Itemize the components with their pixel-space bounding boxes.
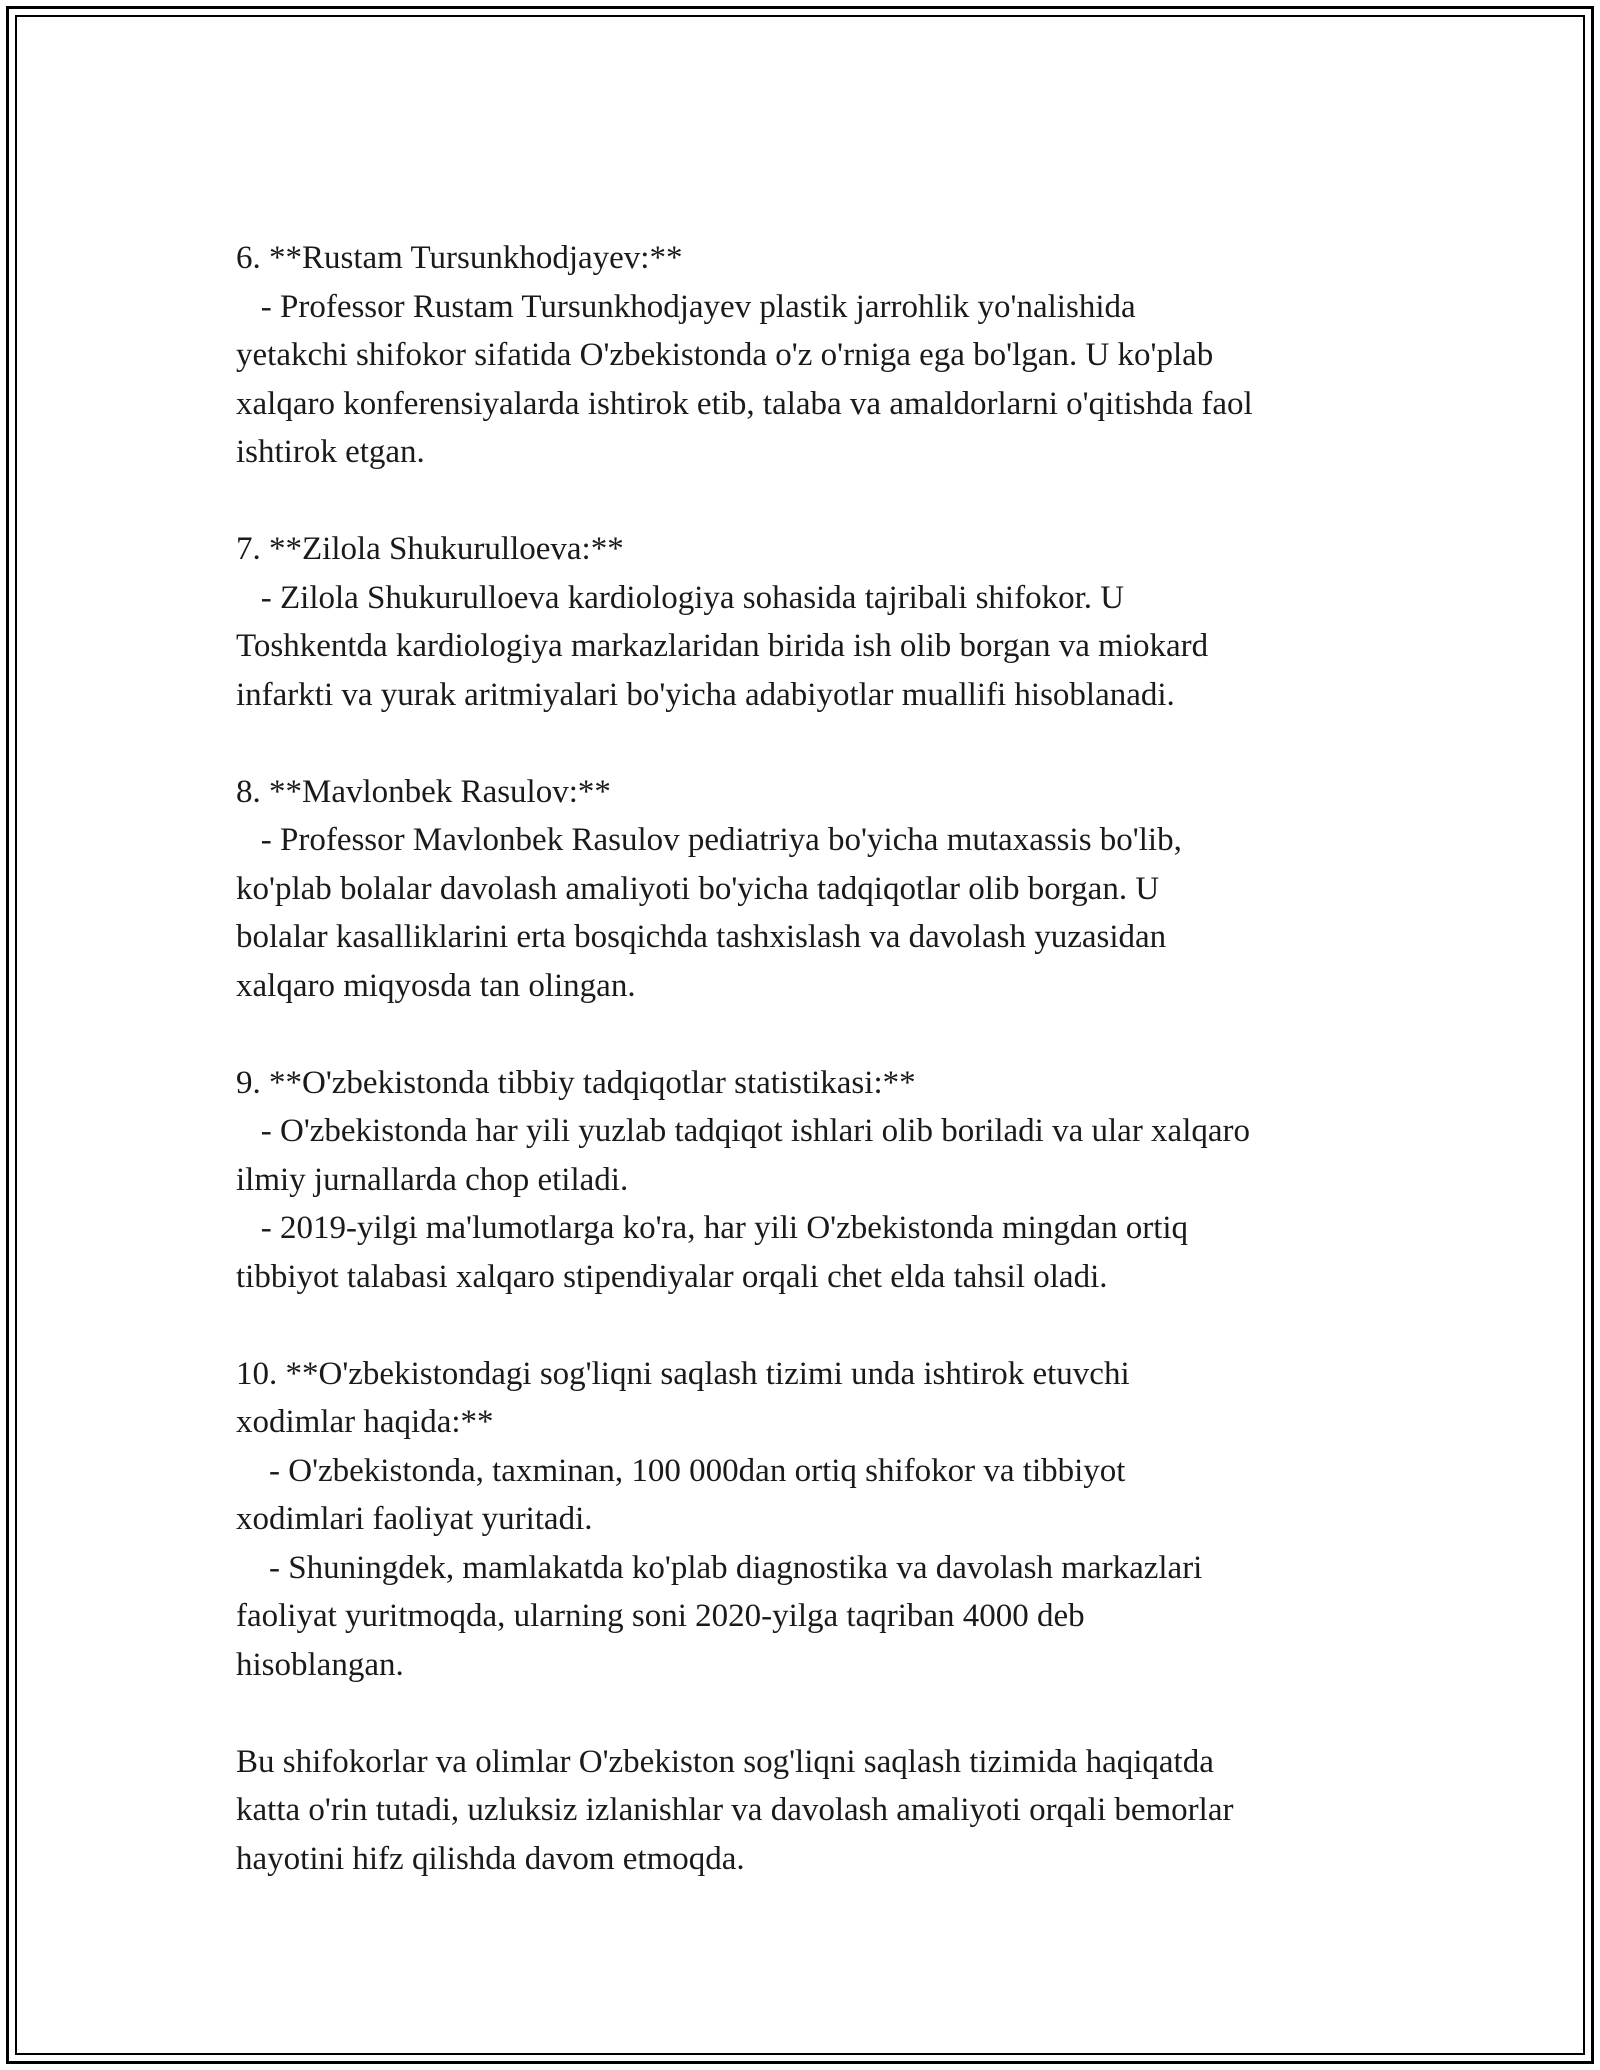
section-heading: 9. **O'zbekistonda tibbiy tadqiqotlar statistikasi:** xyxy=(236,1064,916,1101)
paragraph-gap xyxy=(236,477,1396,526)
conclusion-line: hayotini hifz qilishda davom etmoqda. xyxy=(236,1840,745,1877)
conclusion-line: katta o'rin tutadi, uzluksiz izlanishlar va davolash amaliyoti orqali bemorlar xyxy=(236,1792,1234,1828)
section-zilola-shukurulloeva xyxy=(236,525,1396,719)
section-line: ishtirok etgan. xyxy=(236,434,425,470)
conclusion-line: Bu shifokorlar va olimlar O'zbekiston sog'liqni saqlash tizimida haqiqatda xyxy=(236,1743,1214,1780)
section-line: xalqaro konferensiyalarda ishtirok etib, talaba va amaldorlarni o'qitishda faol xyxy=(236,385,1253,422)
section-line: - O'zbekistonda, taxminan, 100 000dan ortiq shifokor va tibbiyot xyxy=(236,1452,1126,1489)
section-line: xodimlar haqida:** xyxy=(236,1404,494,1440)
section-line: - Professor Rustam Tursunkhodjayev plastik jarrohlik yo'nalishida xyxy=(236,288,1136,325)
section-line: xodimlari faoliyat yuritadi. xyxy=(236,1501,593,1537)
section-line: ko'plab bolalar davolash amaliyoti bo'yicha tadqiqotlar olib borgan. U xyxy=(236,870,1160,907)
section-line: - 2019-yilgi ma'lumotlarga ko'ra, har yili O'zbekistonda mingdan ortiq xyxy=(236,1210,1189,1246)
section-line: - Professor Mavlonbek Rasulov pediatriya bo'yicha mutaxassis bo'lib, xyxy=(236,822,1182,858)
section-rustam-tursunkhodjayev xyxy=(236,234,1396,477)
section-research-statistics xyxy=(236,1059,1396,1302)
section-line: ilmiy jurnallarda chop etiladi. xyxy=(236,1161,629,1198)
section-line: xalqaro miqyosda tan olingan. xyxy=(236,967,636,1004)
section-line: yetakchi shifokor sifatida O'zbekistonda o'z o'rniga ega bo'lgan. U ko'plab xyxy=(236,337,1214,373)
section-line: bolalar kasalliklarini erta bosqichda tashxislash va davolash yuzasidan xyxy=(236,919,1167,955)
section-healthcare-system xyxy=(236,1350,1396,1690)
paragraph-gap xyxy=(236,1010,1396,1059)
section-line: infarkti va yurak aritmiyalari bo'yicha adabiyotlar muallifi hisoblanadi. xyxy=(236,676,1175,713)
section-heading: 6. **Rustam Tursunkhodjayev:** xyxy=(236,240,683,276)
section-heading: 7. **Zilola Shukurulloeva:** xyxy=(236,531,624,567)
section-line: Toshkentda kardiologiya markazlaridan birida ish olib borgan va miokard xyxy=(236,628,1209,664)
section-heading: 10. **O'zbekistondagi sog'liqni saqlash tizimi unda ishtirok etuvchi xyxy=(236,1355,1130,1392)
paragraph-gap xyxy=(236,719,1396,768)
section-line: - Shuningdek, mamlakatda ko'plab diagnostika va davolash markazlari xyxy=(236,1549,1203,1586)
section-line: faoliyat yuritmoqda, ularning soni 2020-yilga taqriban 4000 deb xyxy=(236,1598,1085,1634)
section-line: - Zilola Shukurulloeva kardiologiya sohasida tajribali shifokor. U xyxy=(236,579,1125,616)
section-line: hisoblangan. xyxy=(236,1646,404,1683)
paragraph-gap xyxy=(236,1301,1396,1350)
paragraph-gap xyxy=(236,1689,1396,1738)
section-line: - O'zbekistonda har yili yuzlab tadqiqot ishlari olib boriladi va ular xalqaro xyxy=(236,1113,1251,1149)
section-line: tibbiyot talabasi xalqaro stipendiyalar orqali chet elda tahsil oladi. xyxy=(236,1258,1108,1295)
document-body xyxy=(236,234,1396,1883)
section-heading: 8. **Mavlonbek Rasulov:** xyxy=(236,773,611,810)
section-mavlonbek-rasulov xyxy=(236,768,1396,1011)
conclusion-paragraph xyxy=(236,1738,1396,1884)
